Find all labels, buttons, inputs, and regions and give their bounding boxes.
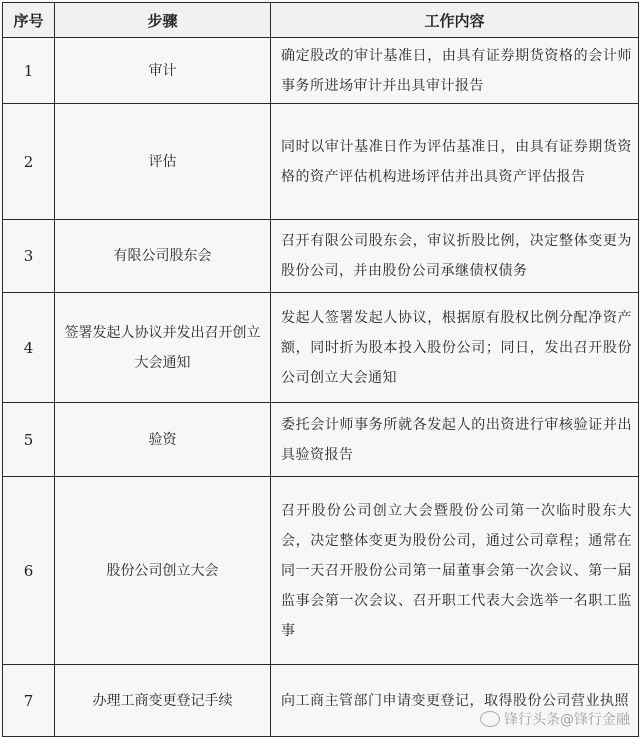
header-step: 步骤 — [55, 3, 271, 38]
row-content: 确定股改的审计基准日，由具有证券期货资格的会计师事务所进场审计并出具审计报告 — [271, 38, 639, 104]
row-step: 评估 — [55, 104, 271, 220]
row-content: 委托会计师事务所就各发起人的出资进行审核验证并出具验资报告 — [271, 403, 639, 477]
table-row — [3, 477, 639, 665]
row-step: 验资 — [55, 403, 271, 477]
row-content: 同时以审计基准日作为评估基准日，由具有证券期货资格的资产评估机构进场评估并出具资产评估报告 — [271, 104, 639, 220]
row-index: 6 — [3, 477, 55, 665]
row-step: 审计 — [55, 38, 271, 104]
watermark-text: 锋行头条@锋行金融 — [504, 712, 630, 728]
table-row — [3, 220, 639, 293]
row-step: 有限公司股东会 — [55, 220, 271, 293]
row-content: 召开股份公司创立大会暨股份公司第一次临时股东大会，决定整体变更为股份公司，通过公司章程；通常在同一天召开股份公司第一届董事会第一次会议、第一届监事会第一次会议、召开职工代表大会选举一名职工监事 — [271, 477, 639, 665]
table-row — [3, 104, 639, 220]
table-row — [3, 403, 639, 477]
row-step: 股份公司创立大会 — [55, 477, 271, 665]
row-content: 发起人签署发起人协议，根据原有股权比例分配净资产额，同时折为股本投入股份公司；同日，发出召开股份公司创立大会通知 — [271, 293, 639, 403]
row-index: 7 — [3, 665, 55, 737]
row-index: 4 — [3, 293, 55, 403]
row-step: 办理工商变更登记手续 — [55, 665, 271, 737]
table-row — [3, 293, 639, 403]
table-row — [3, 665, 639, 737]
row-index: 3 — [3, 220, 55, 293]
table-header-row — [3, 3, 639, 38]
header-index: 序号 — [3, 3, 55, 38]
row-content: 召开有限公司股东会，审议折股比例，决定整体变更为股份公司，并由股份公司承继债权债务 — [271, 220, 639, 293]
row-step: 签署发起人协议并发出召开创立大会通知 — [55, 293, 271, 403]
row-content: 向工商主管部门申请变更登记，取得股份公司营业执照 — [271, 665, 639, 737]
row-index: 5 — [3, 403, 55, 477]
row-index: 1 — [3, 38, 55, 104]
row-index: 2 — [3, 104, 55, 220]
table-row — [3, 38, 639, 104]
header-content: 工作内容 — [271, 3, 639, 38]
procedure-table — [2, 2, 639, 737]
